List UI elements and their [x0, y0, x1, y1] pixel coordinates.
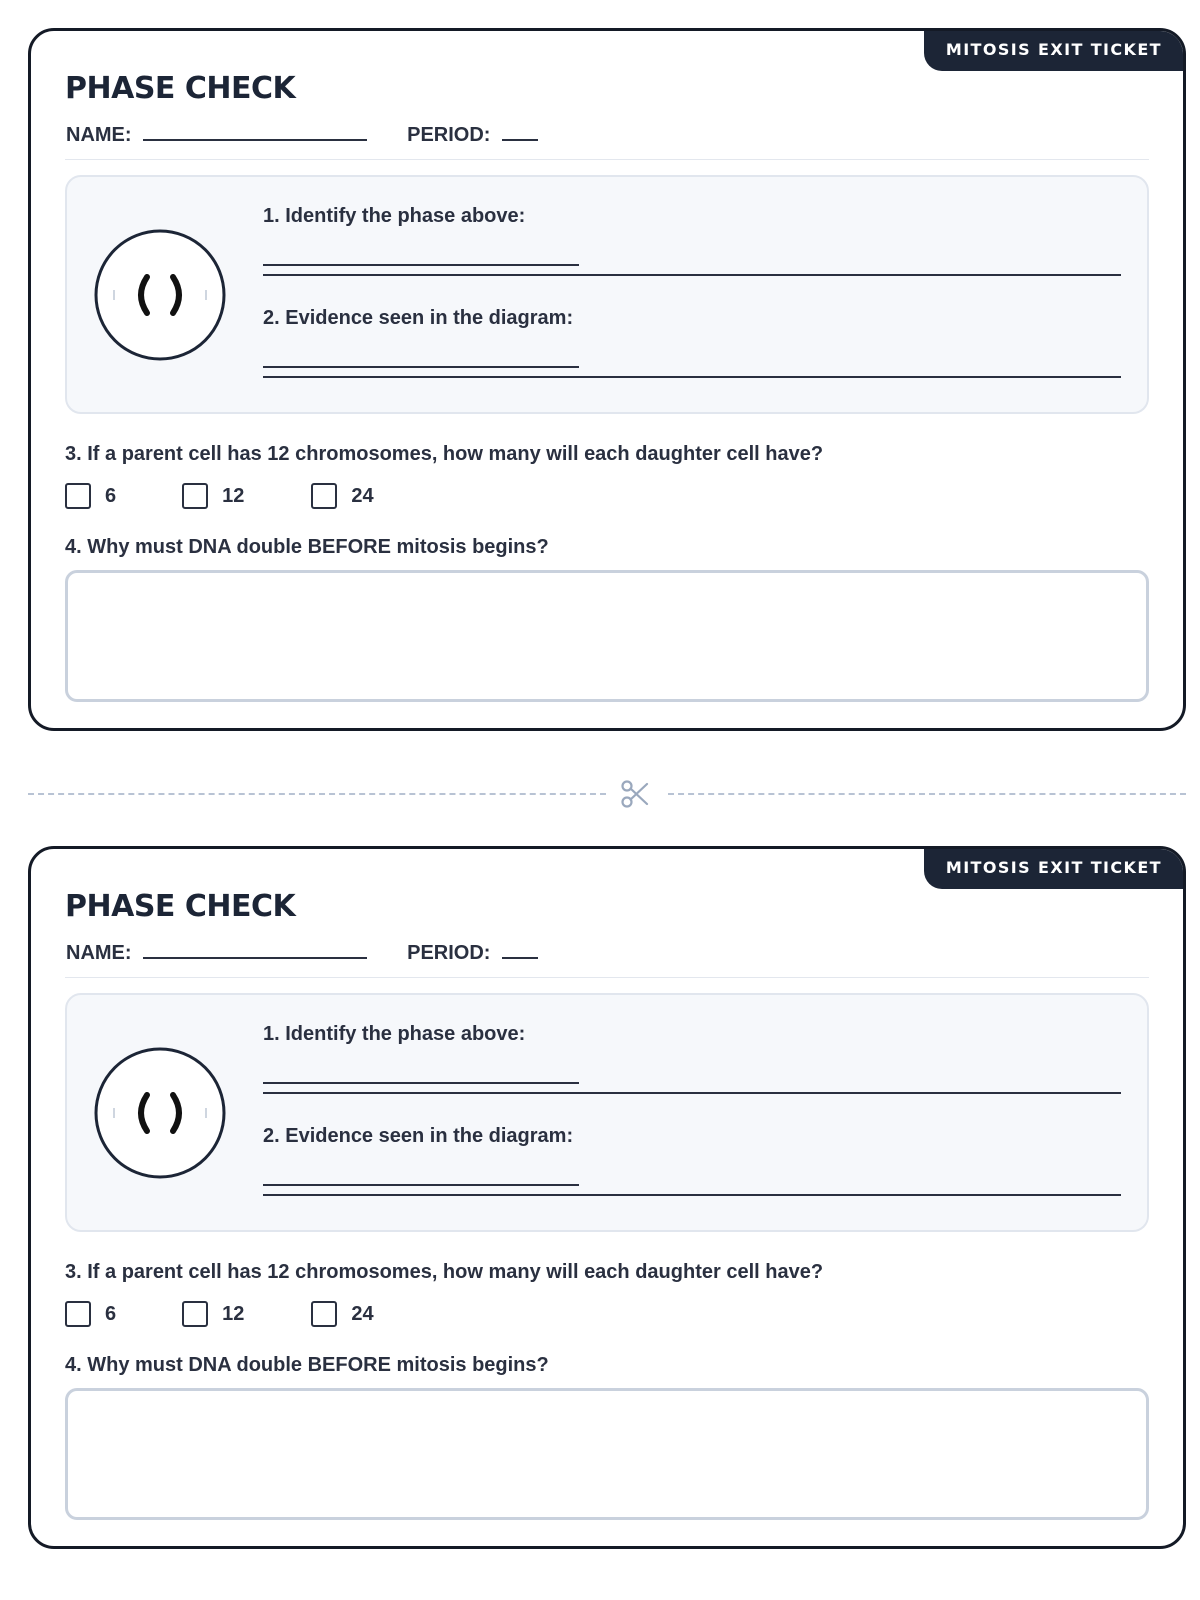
period-label: PERIOD:: [407, 942, 491, 964]
page-title: PHASE CHECK: [65, 889, 296, 924]
option-12[interactable]: [182, 1301, 244, 1327]
cut-line-right: [668, 793, 1186, 795]
student-fields: [66, 939, 538, 965]
checkbox[interactable]: [65, 483, 91, 509]
period-blank[interactable]: [502, 121, 538, 141]
divider: [65, 977, 1149, 978]
diagram-panel: [65, 993, 1149, 1232]
question-2-answer-line[interactable]: [263, 344, 1121, 378]
question-1-answer-line[interactable]: [263, 242, 1121, 276]
checkbox[interactable]: [182, 1301, 208, 1327]
question-3-options: [65, 483, 374, 509]
exit-ticket-1: [28, 28, 1186, 731]
question-3-options: [65, 1301, 374, 1327]
name-blank[interactable]: [143, 939, 367, 959]
question-2: [263, 1125, 1121, 1196]
option-label: 12: [222, 1302, 245, 1325]
cell-diagram-icon: [94, 1047, 226, 1179]
question-1-label: 1. Identify the phase above:: [263, 205, 526, 227]
name-label: NAME:: [66, 124, 132, 146]
question-4-answer-box[interactable]: [65, 570, 1149, 702]
divider: [65, 159, 1149, 160]
name-field[interactable]: [66, 121, 367, 147]
page-title: PHASE CHECK: [65, 71, 296, 106]
question-4-label: 4. Why must DNA double BEFORE mitosis begins?: [65, 1354, 549, 1376]
cut-line: [28, 784, 1186, 804]
option-6[interactable]: [65, 1301, 116, 1327]
question-2-label: 2. Evidence seen in the diagram:: [263, 307, 574, 329]
question-2: [263, 307, 1121, 378]
exit-ticket-2: [28, 846, 1186, 1549]
diagram-panel: [65, 175, 1149, 414]
checkbox[interactable]: [182, 483, 208, 509]
cell-diagram-icon: [94, 229, 226, 361]
name-label: NAME:: [66, 942, 132, 964]
question-1: [263, 205, 1121, 276]
period-blank[interactable]: [502, 939, 538, 959]
period-label: PERIOD:: [407, 124, 491, 146]
option-6[interactable]: [65, 483, 116, 509]
period-field[interactable]: [407, 121, 538, 147]
name-field[interactable]: [66, 939, 367, 965]
question-4-label: 4. Why must DNA double BEFORE mitosis begins?: [65, 536, 549, 558]
option-label: 24: [351, 1302, 374, 1325]
question-3-label: 3. If a parent cell has 12 chromosomes, how many will each daughter cell have?: [65, 443, 824, 465]
checkbox[interactable]: [311, 483, 337, 509]
option-label: 6: [105, 1302, 117, 1325]
question-3-label: 3. If a parent cell has 12 chromosomes, how many will each daughter cell have?: [65, 1261, 824, 1283]
student-fields: [66, 121, 538, 147]
option-label: 24: [351, 484, 374, 507]
option-label: 12: [222, 484, 245, 507]
question-2-label: 2. Evidence seen in the diagram:: [263, 1125, 574, 1147]
option-12[interactable]: [182, 483, 244, 509]
period-field[interactable]: [407, 939, 538, 965]
ticket-badge: MITOSIS EXIT TICKET: [924, 28, 1186, 71]
question-1: [263, 1023, 1121, 1094]
cut-line-left: [28, 793, 606, 795]
checkbox[interactable]: [65, 1301, 91, 1327]
checkbox[interactable]: [311, 1301, 337, 1327]
scissors-icon: [619, 778, 651, 810]
option-24[interactable]: [311, 483, 373, 509]
question-1-answer-line[interactable]: [263, 1060, 1121, 1094]
ticket-badge: MITOSIS EXIT TICKET: [924, 846, 1186, 889]
question-1-label: 1. Identify the phase above:: [263, 1023, 526, 1045]
name-blank[interactable]: [143, 121, 367, 141]
option-label: 6: [105, 484, 117, 507]
question-4-answer-box[interactable]: [65, 1388, 1149, 1520]
option-24[interactable]: [311, 1301, 373, 1327]
question-2-answer-line[interactable]: [263, 1162, 1121, 1196]
